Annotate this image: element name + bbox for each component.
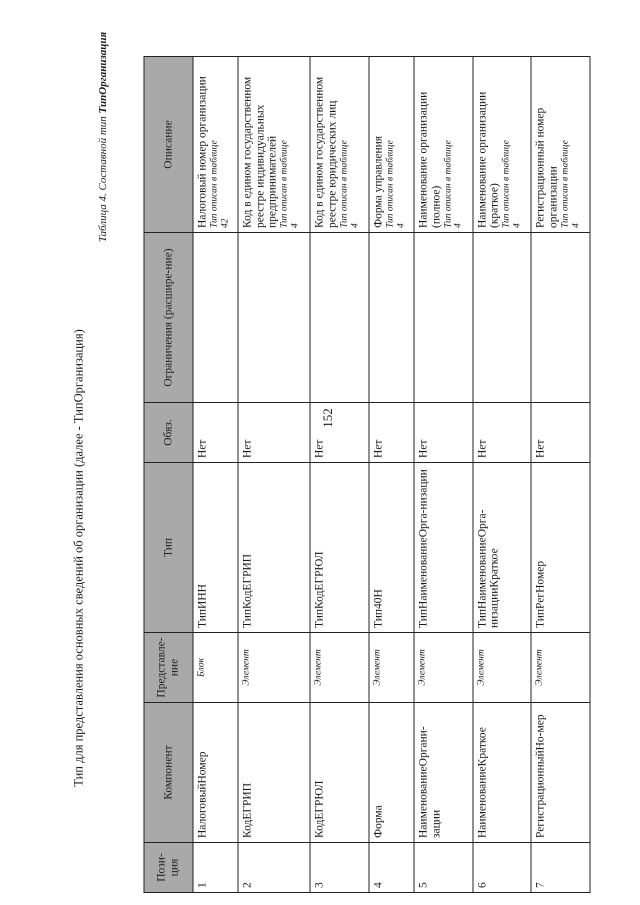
description-table-ref: 4 <box>350 223 361 228</box>
cell-required: Нет <box>238 403 311 463</box>
table-row <box>193 57 238 893</box>
cell-position: 4 <box>369 843 414 893</box>
table-caption: Тип для представления основных сведений об организации (далее - ТипОрганизация) <box>71 329 86 787</box>
cell-position: 7 <box>531 843 590 893</box>
cell-representation: Элемент <box>310 633 369 703</box>
table-row <box>473 57 532 893</box>
cell-limits <box>414 233 473 403</box>
cell-required: Нет <box>369 403 414 463</box>
cell-position: 1 <box>193 843 238 893</box>
type-table <box>144 56 591 893</box>
cell-component: НаименованиеОргани-зации <box>414 703 473 843</box>
cell-type: ТипНаименованиеОрга-низации <box>414 463 473 633</box>
description-note: Тип описан в таблице <box>443 140 454 228</box>
cell-component: КодЕГРИП <box>238 703 311 843</box>
cell-description <box>473 57 532 233</box>
cell-component: КодЕГРЮЛ <box>310 703 369 843</box>
cell-limits <box>238 233 311 403</box>
cell-representation: Элемент <box>414 633 473 703</box>
description-text: Налоговый номер организации <box>196 76 209 228</box>
cell-description <box>531 57 590 233</box>
cell-limits <box>310 233 369 403</box>
description-text: Форма управления <box>372 135 385 228</box>
description-table-ref: 4 <box>512 223 523 228</box>
description-table-ref: 4 <box>290 223 301 228</box>
cell-limits <box>473 233 532 403</box>
description-table-ref: 4 <box>453 223 464 228</box>
cell-limits <box>369 233 414 403</box>
table-row <box>414 57 473 893</box>
cell-representation: Элемент <box>369 633 414 703</box>
description-note: Тип описан в таблице <box>385 140 396 228</box>
description-text: Код в едином государственном реестре индивидуальных предпринимателей <box>241 76 279 228</box>
description-note: Тип описан в таблице <box>209 140 220 228</box>
header-type: Тип <box>144 463 193 633</box>
table-row <box>238 57 311 893</box>
description-note: Тип описан в таблице <box>501 140 512 228</box>
table-header-row <box>144 57 193 893</box>
cell-component: РегистрационныйНо-мер <box>531 703 590 843</box>
cell-required: Нет <box>310 403 369 463</box>
table-row <box>310 57 369 893</box>
cell-type: Тип40Н <box>369 463 414 633</box>
cell-required: Нет <box>414 403 473 463</box>
table-title-type-name: ТипОрганизация <box>97 31 109 114</box>
description-table-ref: 42 <box>220 218 230 228</box>
description-table-ref: 4 <box>396 223 407 228</box>
header-description: Описание <box>144 57 193 233</box>
cell-description <box>310 57 369 233</box>
cell-type: ТипРегНомер <box>531 463 590 633</box>
cell-required: Нет <box>473 403 532 463</box>
page-number: 152 <box>320 408 335 428</box>
cell-limits <box>193 233 238 403</box>
cell-description <box>414 57 473 233</box>
description-text: Наименование организации (полное) <box>417 91 443 228</box>
cell-representation: Блок <box>193 633 238 703</box>
cell-description <box>369 57 414 233</box>
header-representation: Представле-ние <box>144 633 193 703</box>
header-required: Обяз. <box>144 403 193 463</box>
cell-representation: Элемент <box>531 633 590 703</box>
cell-required: Нет <box>193 403 238 463</box>
description-text: Регистрационный номер организации <box>534 107 560 228</box>
table-row <box>369 57 414 893</box>
cell-type: ТипКодЕГРЮЛ <box>310 463 369 633</box>
description-text: Наименование организации (краткое) <box>476 91 501 228</box>
type-table-container <box>144 57 591 893</box>
table-row <box>531 57 590 893</box>
cell-description <box>193 57 238 233</box>
description-table-ref: 4 <box>571 223 582 228</box>
table-title-prefix: Таблица 4. <box>97 193 109 243</box>
table-title <box>97 32 109 242</box>
cell-position: 3 <box>310 843 369 893</box>
cell-component: НаименованиеКраткое <box>473 703 532 843</box>
cell-position: 6 <box>473 843 532 893</box>
table-title-middle: Составной тип <box>97 116 109 191</box>
header-component: Компонент <box>144 703 193 843</box>
cell-limits <box>531 233 590 403</box>
cell-required: Нет <box>531 403 590 463</box>
description-note: Тип описан в таблице <box>279 140 290 228</box>
cell-representation: Элемент <box>473 633 532 703</box>
header-limits: Ограничения (расшире-ние) <box>144 233 193 403</box>
cell-type: ТипКодЕГРИП <box>238 463 311 633</box>
cell-description <box>238 57 311 233</box>
cell-position: 2 <box>238 843 311 893</box>
description-note: Тип описан в таблице <box>560 140 571 228</box>
header-position: Пози-ция <box>144 843 193 893</box>
cell-component: Форма <box>369 703 414 843</box>
cell-position: 5 <box>414 843 473 893</box>
cell-type: ТипИНН <box>193 463 238 633</box>
cell-representation: Элемент <box>238 633 311 703</box>
cell-type: ТипНаименованиеОрга-низацииКраткое <box>473 463 532 633</box>
description-text: Код в едином государственном реестре юридических лиц <box>313 76 339 228</box>
description-note: Тип описан в таблице <box>339 140 350 228</box>
cell-component: НалоговыйНомер <box>193 703 238 843</box>
